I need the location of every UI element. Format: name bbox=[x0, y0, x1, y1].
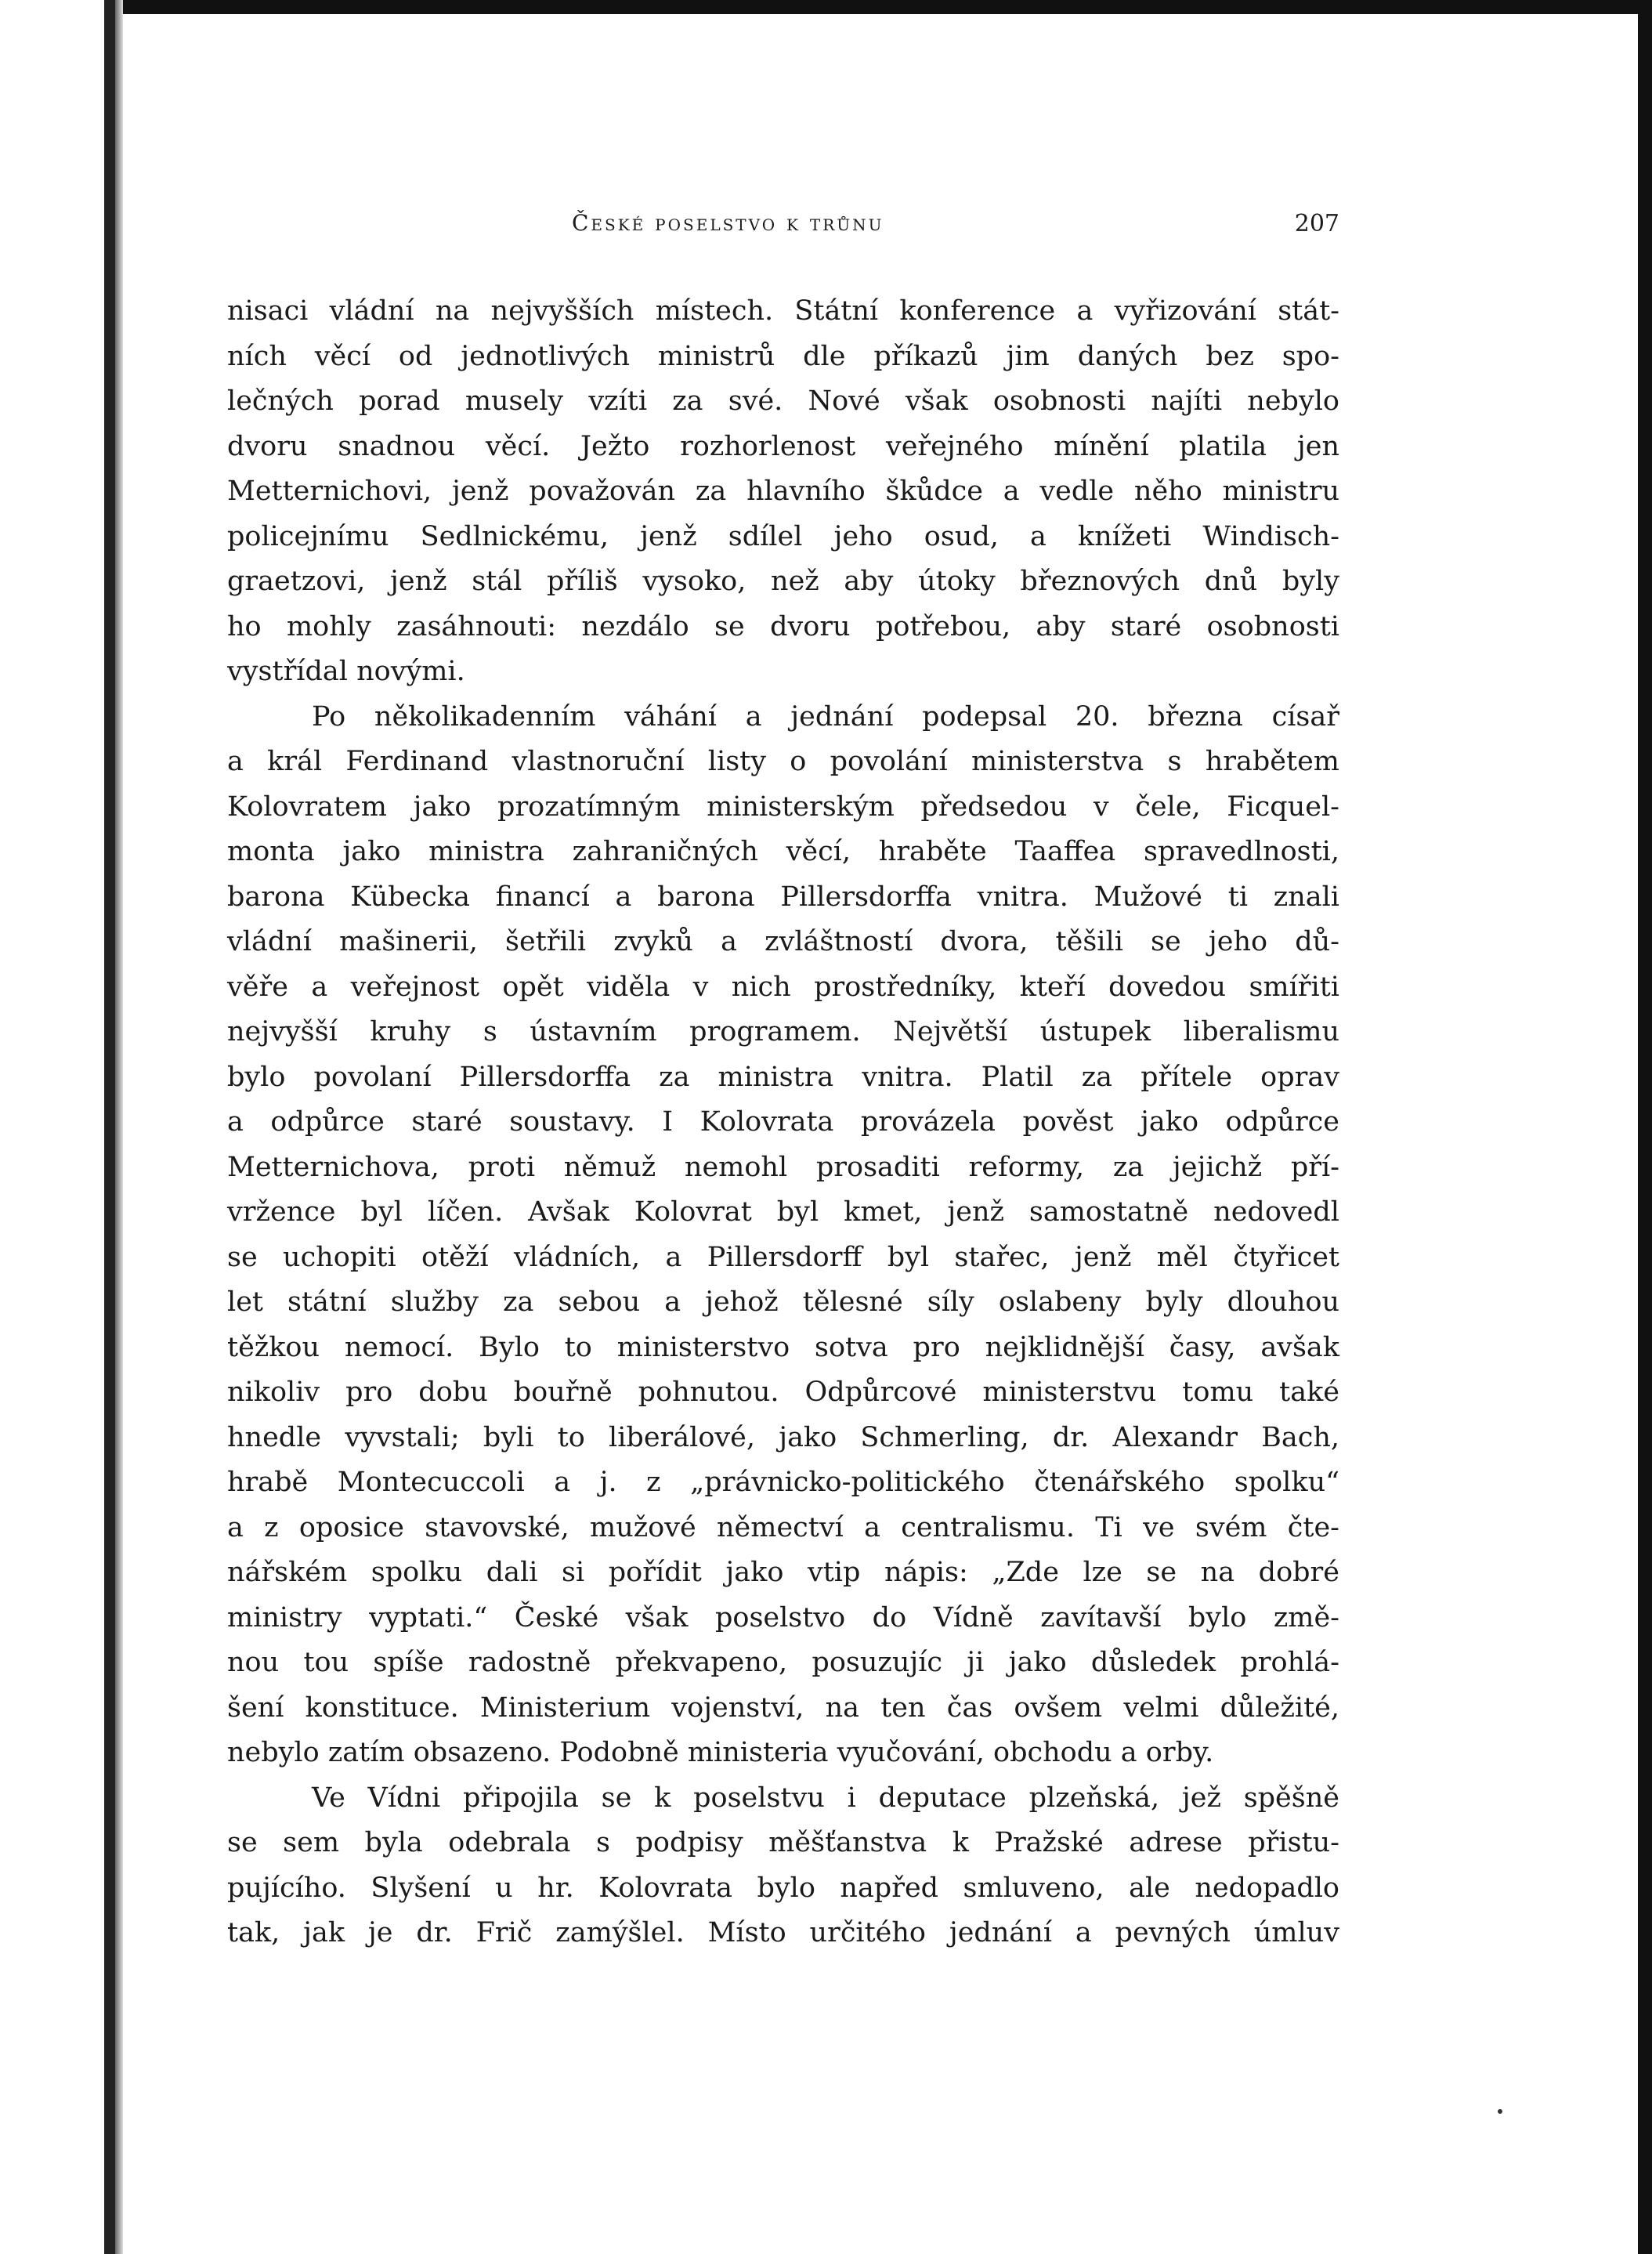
text-line: barona Kübecka financí a barona Pillersdorffa vnitra. Mužové ti znali bbox=[227, 881, 1339, 913]
text-line: ho mohly zasáhnouti: nezdálo se dvoru potřebou, aby staré osobnosti bbox=[227, 610, 1339, 642]
text-line: hnedle vyvstali; byli to liberálové, jako Schmerling, dr. Alexandr Bach, bbox=[227, 1421, 1339, 1453]
page-number: 207 bbox=[1294, 210, 1339, 237]
text-line: dvoru snadnou věcí. Ježto rozhorlenost veřejného mínění platila jen bbox=[227, 430, 1339, 462]
text-line-paragraph-end: nebylo zatím obsazeno. Podobně ministeria vyučování, obchodu a orby. bbox=[227, 1737, 1214, 1768]
text-line: vládní mašinerii, šetřili zvyků a zvláštností dvora, těšili se jeho dů- bbox=[227, 926, 1339, 957]
scan-border-left bbox=[104, 0, 115, 2254]
text-line: vržence byl líčen. Avšak Kolovrat byl kmet, jenž samostatně nedovedl bbox=[227, 1196, 1339, 1228]
text-line: nisaci vládní na nejvyšších místech. Státní konference a vyřizování stát- bbox=[227, 295, 1339, 327]
body-text bbox=[227, 289, 1339, 1956]
text-line: bylo povolaní Pillersdorffa za ministra vnitra. Platil za přítele oprav bbox=[227, 1061, 1339, 1093]
text-line: policejnímu Sedlnickému, jenž sdílel jeho osud, a knížeti Windisch- bbox=[227, 520, 1339, 552]
page-header bbox=[572, 210, 1339, 241]
text-line: ministry vyptati.“ České však poselstvo do Vídně zavítavší bylo změ- bbox=[227, 1601, 1339, 1634]
text-line: věře a veřejnost opět viděla v nich prostředníky, kteří dovedou smířiti bbox=[227, 971, 1339, 1003]
text-line: graetzovi, jenž stál příliš vysoko, než aby útoky březnových dnů byly bbox=[227, 566, 1339, 597]
text-line: a odpůrce staré soustavy. I Kolovrata provázela pověst jako odpůrce bbox=[227, 1106, 1339, 1138]
text-line: nejvyšší kruhy s ústavním programem. Největší ústupek liberalismu bbox=[227, 1016, 1339, 1047]
text-line-paragraph-start: Po několikadenním váhání a jednání podepsal 20. března císař bbox=[312, 700, 1339, 733]
text-line: nikoliv pro dobu bouřně pohnutou. Odpůrcové ministerstvu tomu také bbox=[227, 1377, 1339, 1408]
text-line: lečných porad musely vzíti za své. Nové však osobnosti najíti nebylo bbox=[227, 385, 1339, 417]
text-line: Metternichova, proti němuž nemohl prosaditi reformy, za jejichž pří- bbox=[227, 1151, 1339, 1183]
text-line: pujícího. Slyšení u hr. Kolovrata bylo napřed smluveno, ale nedopadlo bbox=[227, 1872, 1339, 1904]
text-line: šení konstituce. Ministerium vojenství, na ten čas ovšem velmi důležité, bbox=[227, 1691, 1339, 1724]
text-line: a král Ferdinand vlastnoruční listy o povolání ministerstva s hrabětem bbox=[227, 746, 1339, 777]
scan-speck bbox=[1498, 2109, 1502, 2114]
text-line: nářském spolku dali si pořídit jako vtip nápis: „Zde lze se na dobré bbox=[227, 1557, 1339, 1588]
text-line: se sem byla odebrala s podpisy měšťanstva k Pražské adrese přistu- bbox=[227, 1827, 1339, 1858]
text-line: a z oposice stavovské, mužové němectví a centralismu. Ti ve svém čte- bbox=[227, 1511, 1339, 1543]
text-line-paragraph-start: Ve Vídni připojila se k poselstvu i deputace plzeňská, jež spěšně bbox=[312, 1782, 1339, 1814]
text-line: ních věcí od jednotlivých ministrů dle příkazů jim daných bez spo- bbox=[227, 340, 1339, 372]
text-line: Kolovratem jako prozatímným ministerským předsedou v čele, Ficquel- bbox=[227, 791, 1339, 823]
text-line: se uchopiti otěží vládních, a Pillersdorff byl stařec, jenž měl čtyřicet bbox=[227, 1241, 1339, 1273]
text-line: těžkou nemocí. Bylo to ministerstvo sotva pro nejklidnější časy, avšak bbox=[227, 1331, 1339, 1363]
text-line: let státní služby za sebou a jehož tělesné síly oslabeny byly dlouhou bbox=[227, 1286, 1339, 1318]
text-line: hrabě Montecuccoli a j. z „právnicko-politického čtenářského spolku“ bbox=[227, 1467, 1339, 1498]
text-line: Metternichovi, jenž považován za hlavního škůdce a vedle něho ministru bbox=[227, 476, 1339, 507]
text-line: nou tou spíše radostně překvapeno, posuzujíc ji jako důsledek prohlá- bbox=[227, 1647, 1339, 1678]
text-line: monta jako ministra zahraničných věcí, hraběte Taaffea spravedlnosti, bbox=[227, 836, 1339, 867]
page-gutter-shadow bbox=[115, 0, 123, 2254]
scan-border-right bbox=[1638, 0, 1652, 2254]
text-line-paragraph-end: vystřídal novými. bbox=[227, 656, 465, 687]
text-line: tak, jak je dr. Frič zamýšlel. Místo určitého jednání a pevných úmluv bbox=[227, 1917, 1339, 1948]
scan-border-top bbox=[104, 0, 1652, 14]
running-head: České poselstvo k trůnu bbox=[572, 210, 884, 236]
